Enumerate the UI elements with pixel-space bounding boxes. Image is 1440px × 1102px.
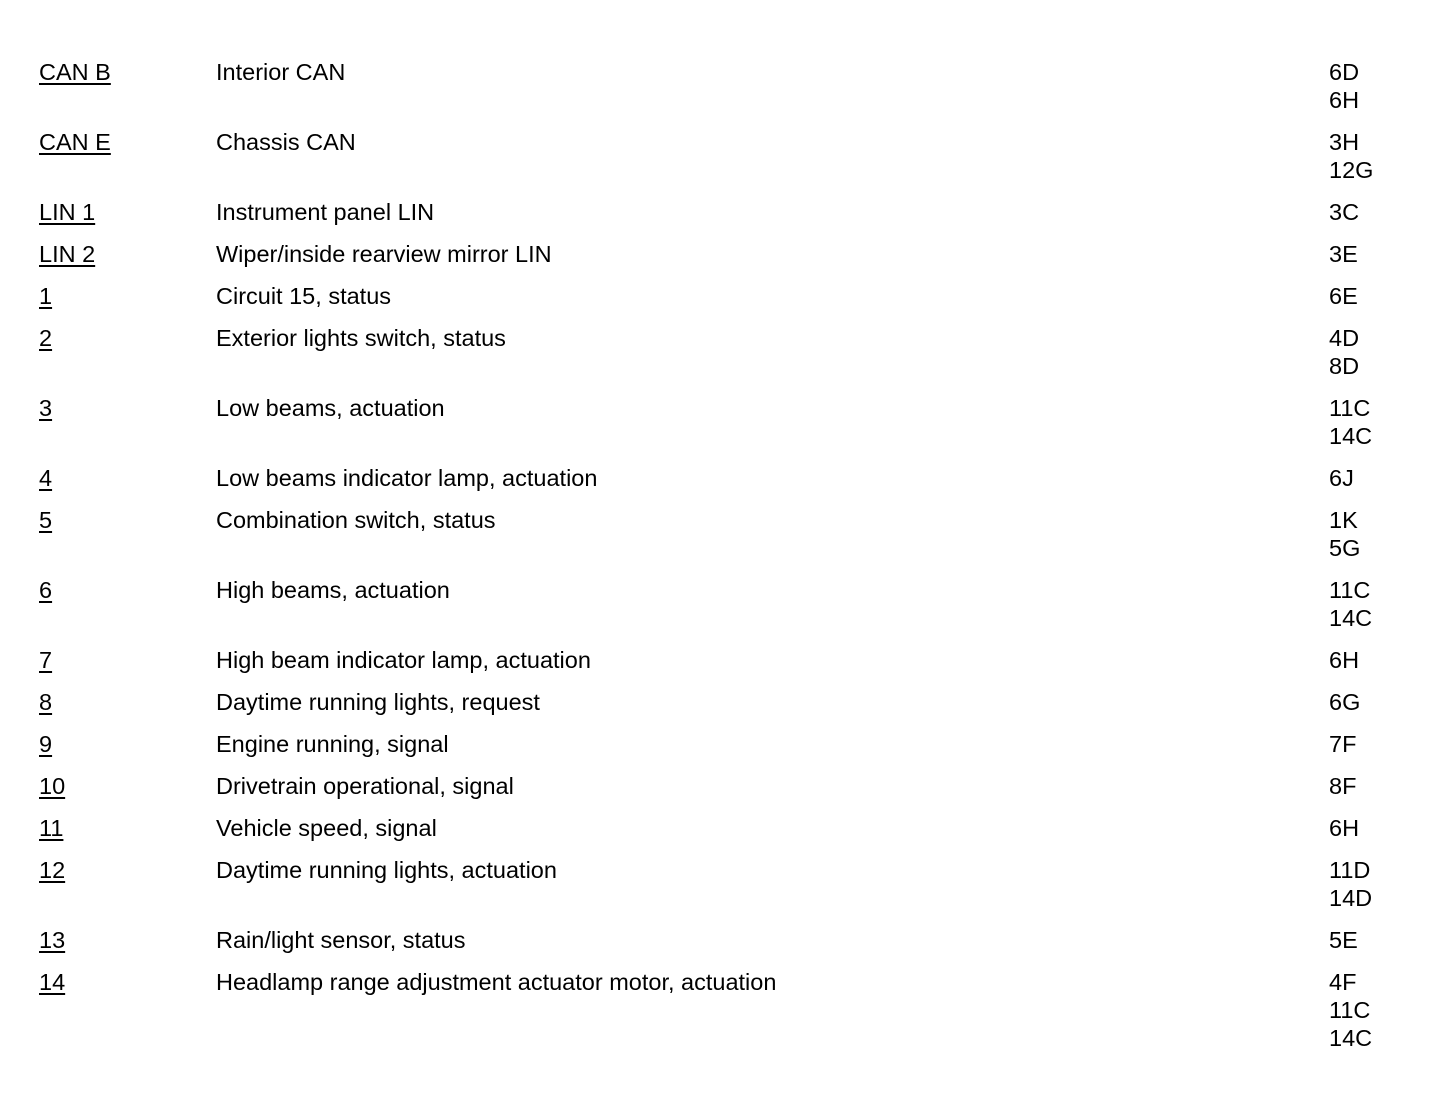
grid-reference-list (1329, 814, 1409, 842)
grid-reference: 6H (1329, 815, 1360, 841)
legend-code-cell (39, 856, 216, 884)
signal-description: Chassis CAN (216, 129, 356, 155)
grid-reference-list (1329, 968, 1409, 1052)
grid-reference: 4D (1329, 325, 1360, 351)
grid-reference-list (1329, 688, 1409, 716)
signal-legend-list (39, 58, 1409, 1066)
signal-code-link[interactable]: 13 (39, 927, 66, 953)
legend-row (39, 58, 1409, 114)
grid-reference: 6D (1329, 59, 1360, 85)
legend-code-cell (39, 646, 216, 674)
legend-row (39, 576, 1409, 632)
grid-reference: 1K (1329, 507, 1358, 533)
signal-description: High beams, actuation (216, 577, 450, 603)
signal-description: Combination switch, status (216, 507, 496, 533)
signal-description: Daytime running lights, actuation (216, 857, 557, 883)
grid-reference-list (1329, 198, 1409, 226)
grid-reference: 5G (1329, 535, 1361, 561)
legend-code-cell (39, 240, 216, 268)
grid-reference: 8D (1329, 353, 1360, 379)
legend-code-cell (39, 128, 216, 156)
grid-reference: 14C (1329, 605, 1373, 631)
grid-reference: 7F (1329, 731, 1357, 757)
legend-row (39, 506, 1409, 562)
signal-description: Drivetrain operational, signal (216, 773, 514, 799)
grid-reference: 14C (1329, 1025, 1373, 1051)
grid-reference: 11C (1329, 997, 1371, 1023)
legend-code-cell (39, 464, 216, 492)
signal-description: Low beams, actuation (216, 395, 445, 421)
legend-row (39, 730, 1409, 758)
grid-reference: 6J (1329, 465, 1354, 491)
grid-reference: 11C (1329, 577, 1371, 603)
signal-code-link[interactable]: 2 (39, 325, 53, 351)
legend-row (39, 814, 1409, 842)
signal-code-link[interactable]: 12 (39, 857, 66, 883)
legend-code-cell (39, 506, 216, 534)
grid-reference: 14C (1329, 423, 1373, 449)
legend-code-cell (39, 58, 216, 86)
signal-code-link[interactable]: LIN 2 (39, 241, 96, 267)
grid-reference-list (1329, 646, 1409, 674)
grid-reference-list (1329, 506, 1409, 562)
grid-reference-list (1329, 772, 1409, 800)
signal-description: Vehicle speed, signal (216, 815, 437, 841)
legend-row (39, 688, 1409, 716)
grid-reference: 6H (1329, 87, 1360, 113)
legend-code-cell (39, 282, 216, 310)
legend-row (39, 324, 1409, 380)
signal-description: Headlamp range adjustment actuator motor, actuation (216, 969, 777, 995)
legend-row (39, 198, 1409, 226)
signal-code-link[interactable]: 7 (39, 647, 53, 673)
legend-row (39, 464, 1409, 492)
grid-reference: 3C (1329, 199, 1360, 225)
grid-reference: 11D (1329, 857, 1371, 883)
signal-code-link[interactable]: 10 (39, 773, 66, 799)
signal-description: Daytime running lights, request (216, 689, 540, 715)
signal-code-link[interactable]: 5 (39, 507, 53, 533)
legend-code-cell (39, 730, 216, 758)
legend-code-cell (39, 814, 216, 842)
grid-reference-list (1329, 240, 1409, 268)
legend-row (39, 240, 1409, 268)
legend-code-cell (39, 198, 216, 226)
signal-code-link[interactable]: LIN 1 (39, 199, 96, 225)
signal-code-link[interactable]: 14 (39, 969, 66, 995)
legend-code-cell (39, 968, 216, 996)
signal-description: Wiper/inside rearview mirror LIN (216, 241, 552, 267)
signal-code-link[interactable]: 6 (39, 577, 53, 603)
grid-reference: 11C (1329, 395, 1371, 421)
legend-row (39, 646, 1409, 674)
legend-code-cell (39, 324, 216, 352)
signal-description: Rain/light sensor, status (216, 927, 466, 953)
grid-reference: 3E (1329, 241, 1358, 267)
grid-reference-list (1329, 128, 1409, 184)
signal-code-link[interactable]: CAN B (39, 59, 111, 85)
legend-code-cell (39, 394, 216, 422)
legend-code-cell (39, 576, 216, 604)
grid-reference-list (1329, 282, 1409, 310)
signal-code-link[interactable]: CAN E (39, 129, 111, 155)
signal-code-link[interactable]: 4 (39, 465, 53, 491)
signal-description: Instrument panel LIN (216, 199, 435, 225)
grid-reference: 3H (1329, 129, 1360, 155)
legend-row (39, 394, 1409, 450)
legend-code-cell (39, 688, 216, 716)
grid-reference: 8F (1329, 773, 1357, 799)
grid-reference-list (1329, 464, 1409, 492)
signal-description: High beam indicator lamp, actuation (216, 647, 591, 673)
legend-code-cell (39, 772, 216, 800)
signal-description: Exterior lights switch, status (216, 325, 506, 351)
grid-reference: 14D (1329, 885, 1373, 911)
grid-reference: 6H (1329, 647, 1360, 673)
grid-reference: 5E (1329, 927, 1358, 953)
signal-code-link[interactable]: 3 (39, 395, 53, 421)
grid-reference: 6G (1329, 689, 1361, 715)
grid-reference: 4F (1329, 969, 1357, 995)
grid-reference-list (1329, 856, 1409, 912)
signal-description: Interior CAN (216, 59, 346, 85)
grid-reference-list (1329, 576, 1409, 632)
grid-reference-list (1329, 58, 1409, 114)
grid-reference-list (1329, 324, 1409, 380)
legend-row (39, 926, 1409, 954)
legend-row (39, 128, 1409, 184)
grid-reference: 6E (1329, 283, 1358, 309)
signal-code-link[interactable]: 9 (39, 731, 53, 757)
signal-code-link[interactable]: 11 (39, 815, 64, 841)
signal-code-link[interactable]: 1 (39, 283, 53, 309)
legend-code-cell (39, 926, 216, 954)
signal-code-link[interactable]: 8 (39, 689, 53, 715)
grid-reference-list (1329, 926, 1409, 954)
legend-row (39, 772, 1409, 800)
legend-row (39, 282, 1409, 310)
grid-reference-list (1329, 730, 1409, 758)
legend-row (39, 856, 1409, 912)
signal-description: Engine running, signal (216, 731, 449, 757)
legend-row (39, 968, 1409, 1052)
signal-description: Circuit 15, status (216, 283, 392, 309)
grid-reference: 12G (1329, 157, 1374, 183)
grid-reference-list (1329, 394, 1409, 450)
signal-description: Low beams indicator lamp, actuation (216, 465, 598, 491)
